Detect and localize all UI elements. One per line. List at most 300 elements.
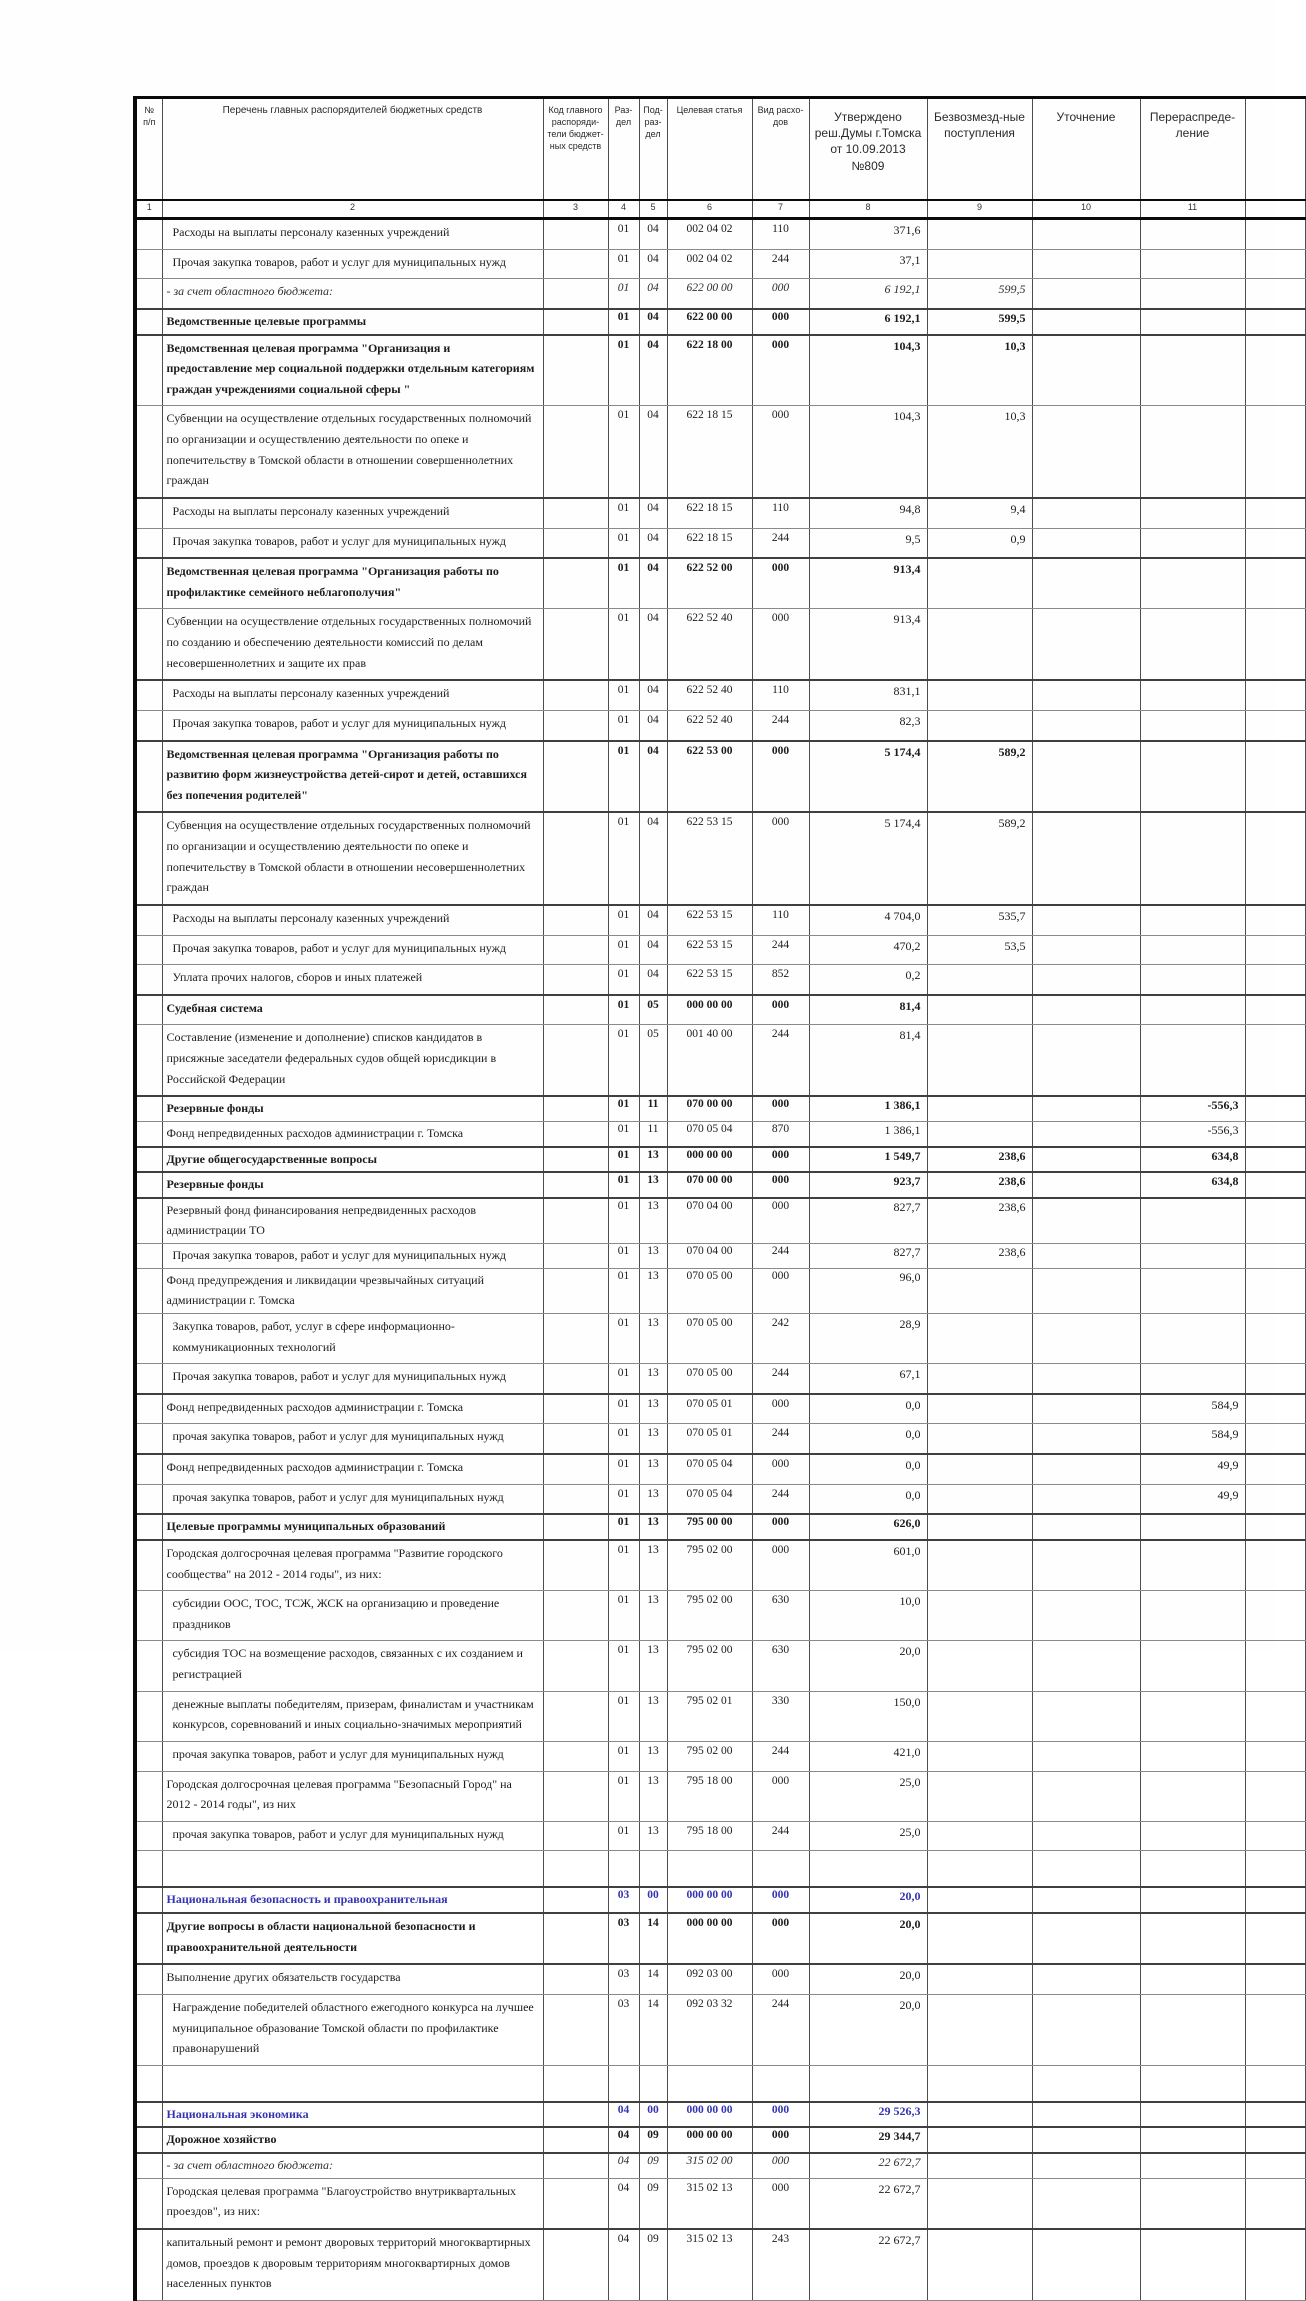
cell-podrazdel: 04 bbox=[639, 558, 667, 609]
cell-clarification bbox=[1032, 1994, 1140, 2065]
cell-celevaya-statya: 795 02 00 bbox=[667, 1741, 752, 1771]
cell-vid-rashodov: 852 bbox=[752, 965, 809, 995]
cell-gratuitous: 9,4 bbox=[927, 498, 1032, 528]
table-row bbox=[135, 905, 1305, 935]
cell-podrazdel: 04 bbox=[639, 812, 667, 905]
cell-gratuitous bbox=[927, 995, 1032, 1025]
cell-grbs-code bbox=[543, 1147, 608, 1173]
cell-row-number bbox=[135, 1771, 162, 1821]
cell-gratuitous bbox=[927, 1741, 1032, 1771]
cell-cutoff bbox=[1245, 279, 1305, 309]
cell-razdel: 04 bbox=[608, 2127, 639, 2153]
cell-clarification bbox=[1032, 1540, 1140, 1591]
cell-vid-rashodov: 000 bbox=[752, 1198, 809, 1244]
cell-celevaya-statya: 622 00 00 bbox=[667, 309, 752, 335]
cell-approved: 104,3 bbox=[809, 335, 927, 406]
cell-row-number bbox=[135, 2229, 162, 2300]
cell-cutoff bbox=[1245, 528, 1305, 558]
table-row bbox=[135, 406, 1305, 498]
cell-celevaya-statya: 001 40 00 bbox=[667, 1025, 752, 1096]
cell-podrazdel: 13 bbox=[639, 1591, 667, 1641]
cell-razdel: 01 bbox=[608, 1741, 639, 1771]
cell-podrazdel: 13 bbox=[639, 1454, 667, 1484]
cell-cutoff bbox=[1245, 1025, 1305, 1096]
cell-name: Фонд непредвиденных расходов администрации г. Томска bbox=[162, 1121, 543, 1146]
col-header-num: № п/п bbox=[135, 98, 162, 201]
cell-celevaya-statya: 000 00 00 bbox=[667, 1887, 752, 1913]
cell-name: субсидии ООС, ТОС, ТСЖ, ЖСК на организацию и проведение праздников bbox=[162, 1591, 543, 1641]
cell-name: прочая закупка товаров, работ и услуг для муниципальных нужд bbox=[162, 1484, 543, 1514]
cell-approved: 5 174,4 bbox=[809, 741, 927, 813]
cell-redistribution bbox=[1140, 935, 1245, 965]
cell-row-number bbox=[135, 1821, 162, 1851]
cell-vid-rashodov: 000 bbox=[752, 995, 809, 1025]
cell-approved: 22 672,7 bbox=[809, 2178, 927, 2229]
col-header-name: Перечень главных распорядителей бюджетных средств bbox=[162, 98, 543, 201]
cell-cutoff bbox=[1245, 335, 1305, 406]
cell-grbs-code bbox=[543, 1964, 608, 1994]
cell-redistribution bbox=[1140, 812, 1245, 905]
cell-redistribution bbox=[1140, 1964, 1245, 1994]
cell-cutoff bbox=[1245, 1121, 1305, 1146]
cell-vid-rashodov: 000 bbox=[752, 812, 809, 905]
table-row bbox=[135, 965, 1305, 995]
cell-name: Прочая закупка товаров, работ и услуг для муниципальных нужд bbox=[162, 935, 543, 965]
cell-vid-rashodov: 000 bbox=[752, 741, 809, 813]
cell-podrazdel: 13 bbox=[639, 1424, 667, 1454]
cell-podrazdel bbox=[639, 1851, 667, 1888]
cell-gratuitous bbox=[927, 965, 1032, 995]
cell-approved: 4 704,0 bbox=[809, 905, 927, 935]
cell-grbs-code bbox=[543, 1821, 608, 1851]
cell-cutoff bbox=[1245, 1691, 1305, 1741]
cell-razdel bbox=[608, 1851, 639, 1888]
cell-gratuitous bbox=[927, 1771, 1032, 1821]
cell-name: Расходы на выплаты персоналу казенных учреждений bbox=[162, 680, 543, 710]
cell-cutoff bbox=[1245, 1964, 1305, 1994]
cell-gratuitous: 238,6 bbox=[927, 1244, 1032, 1269]
cell-razdel: 03 bbox=[608, 1913, 639, 1964]
table-row bbox=[135, 1424, 1305, 1454]
cell-grbs-code bbox=[543, 558, 608, 609]
cell-podrazdel: 04 bbox=[639, 335, 667, 406]
cell-celevaya-statya bbox=[667, 2065, 752, 2102]
cell-name: Другие вопросы в области национальной безопасности и правоохранительной деятельности bbox=[162, 1913, 543, 1964]
cell-vid-rashodov: 000 bbox=[752, 2127, 809, 2153]
cell-razdel: 04 bbox=[608, 2178, 639, 2229]
cell-grbs-code bbox=[543, 1025, 608, 1096]
cell-approved: 25,0 bbox=[809, 1771, 927, 1821]
cell-approved: 6 192,1 bbox=[809, 309, 927, 335]
cell-clarification bbox=[1032, 2153, 1140, 2178]
cell-vid-rashodov: 244 bbox=[752, 249, 809, 279]
cell-celevaya-statya: 622 53 15 bbox=[667, 935, 752, 965]
cell-podrazdel: 13 bbox=[639, 1364, 667, 1394]
cell-row-number bbox=[135, 741, 162, 813]
cell-row-number bbox=[135, 1641, 162, 1691]
cell-grbs-code bbox=[543, 2178, 608, 2229]
cell-grbs-code bbox=[543, 1121, 608, 1146]
cell-razdel: 03 bbox=[608, 1994, 639, 2065]
cell-vid-rashodov: 244 bbox=[752, 1741, 809, 1771]
cell-gratuitous: 0,9 bbox=[927, 528, 1032, 558]
col-header-gratuitous: Безвозмезд-ные поступления bbox=[927, 98, 1032, 201]
cell-celevaya-statya: 795 18 00 bbox=[667, 1771, 752, 1821]
cell-razdel: 01 bbox=[608, 1641, 639, 1691]
cell-vid-rashodov: 000 bbox=[752, 1172, 809, 1198]
cell-grbs-code bbox=[543, 1454, 608, 1484]
cell-gratuitous bbox=[927, 1268, 1032, 1313]
cell-cutoff bbox=[1245, 905, 1305, 935]
cell-vid-rashodov: 000 bbox=[752, 1454, 809, 1484]
table-row bbox=[135, 741, 1305, 813]
cell-cutoff bbox=[1245, 995, 1305, 1025]
cell-row-number bbox=[135, 498, 162, 528]
cell-podrazdel: 13 bbox=[639, 1198, 667, 1244]
budget-table bbox=[133, 96, 1306, 2301]
col-header-approved: Утверждено реш.Думы г.Томска от 10.09.2013 №809 bbox=[809, 98, 927, 201]
cell-grbs-code bbox=[543, 1172, 608, 1198]
cell-grbs-code bbox=[543, 2153, 608, 2178]
cell-name: Прочая закупка товаров, работ и услуг для муниципальных нужд bbox=[162, 710, 543, 740]
cell-name: Ведомственная целевая программа "Организация работы по развитию форм жизнеустройства детей-сирот и детей, оставшихся без попечения родителей" bbox=[162, 741, 543, 813]
cell-podrazdel: 04 bbox=[639, 249, 667, 279]
table-row bbox=[135, 1268, 1305, 1313]
cell-razdel: 01 bbox=[608, 1484, 639, 1514]
cell-gratuitous bbox=[927, 1454, 1032, 1484]
cell-redistribution bbox=[1140, 558, 1245, 609]
cell-redistribution: 584,9 bbox=[1140, 1424, 1245, 1454]
cell-clarification bbox=[1032, 309, 1140, 335]
table-row bbox=[135, 2178, 1305, 2229]
cell-gratuitous: 10,3 bbox=[927, 406, 1032, 498]
cell-cutoff bbox=[1245, 1394, 1305, 1424]
cell-clarification bbox=[1032, 1454, 1140, 1484]
cell-clarification bbox=[1032, 1641, 1140, 1691]
cell-podrazdel: 14 bbox=[639, 1964, 667, 1994]
cell-razdel: 01 bbox=[608, 1424, 639, 1454]
table-row bbox=[135, 335, 1305, 406]
cell-celevaya-statya: 000 00 00 bbox=[667, 1147, 752, 1173]
cell-row-number bbox=[135, 2178, 162, 2229]
table-row bbox=[135, 1313, 1305, 1363]
cell-cutoff bbox=[1245, 680, 1305, 710]
cell-vid-rashodov bbox=[752, 1851, 809, 1888]
cell-podrazdel bbox=[639, 2065, 667, 2102]
cell-razdel: 01 bbox=[608, 1147, 639, 1173]
table-row bbox=[135, 219, 1305, 250]
cell-vid-rashodov: 243 bbox=[752, 2229, 809, 2300]
cell-name: Фонд предупреждения и ликвидации чрезвычайных ситуаций администрации г. Томска bbox=[162, 1268, 543, 1313]
cell-celevaya-statya: 070 05 00 bbox=[667, 1364, 752, 1394]
cell-vid-rashodov: 870 bbox=[752, 1121, 809, 1146]
cell-name: Составление (изменение и дополнение) списков кандидатов в присяжные заседатели федеральных судов общей юрисдикции в Российской Федерации bbox=[162, 1025, 543, 1096]
cell-approved: 20,0 bbox=[809, 1887, 927, 1913]
cell-redistribution bbox=[1140, 1244, 1245, 1269]
cell-gratuitous bbox=[927, 1994, 1032, 2065]
cell-name: Закупка товаров, работ, услуг в сфере информационно-коммуникационных технологий bbox=[162, 1313, 543, 1363]
cell-row-number bbox=[135, 609, 162, 680]
cell-row-number bbox=[135, 680, 162, 710]
cell-clarification bbox=[1032, 1394, 1140, 1424]
cell-razdel: 01 bbox=[608, 741, 639, 813]
cell-redistribution: 49,9 bbox=[1140, 1484, 1245, 1514]
cell-row-number bbox=[135, 1741, 162, 1771]
cell-redistribution bbox=[1140, 2153, 1245, 2178]
cell-razdel: 01 bbox=[608, 1313, 639, 1363]
table-row bbox=[135, 249, 1305, 279]
cell-redistribution bbox=[1140, 1025, 1245, 1096]
table-row bbox=[135, 1887, 1305, 1913]
cell-row-number bbox=[135, 1540, 162, 1591]
cell-razdel: 01 bbox=[608, 1025, 639, 1096]
cell-approved: 81,4 bbox=[809, 995, 927, 1025]
cell-redistribution bbox=[1140, 309, 1245, 335]
cell-approved: 20,0 bbox=[809, 1994, 927, 2065]
cell-redistribution bbox=[1140, 1771, 1245, 1821]
table-row bbox=[135, 1096, 1305, 1121]
cell-razdel: 01 bbox=[608, 309, 639, 335]
cell-clarification bbox=[1032, 1484, 1140, 1514]
cell-redistribution bbox=[1140, 741, 1245, 813]
cell-grbs-code bbox=[543, 1198, 608, 1244]
cell-gratuitous bbox=[927, 219, 1032, 250]
cell-vid-rashodov: 244 bbox=[752, 1821, 809, 1851]
cell-name: Субвенции на осуществление отдельных государственных полномочий по созданию и обеспечению деятельности комиссий по делам несовершеннолетних и защите их прав bbox=[162, 609, 543, 680]
cell-podrazdel: 05 bbox=[639, 1025, 667, 1096]
cell-gratuitous bbox=[927, 1887, 1032, 1913]
cell-row-number bbox=[135, 935, 162, 965]
cell-cutoff bbox=[1245, 710, 1305, 740]
cell-cutoff bbox=[1245, 249, 1305, 279]
cell-podrazdel: 13 bbox=[639, 1147, 667, 1173]
cell-approved: 37,1 bbox=[809, 249, 927, 279]
table-row bbox=[135, 680, 1305, 710]
cell-name: Национальная безопасность и правоохранительная bbox=[162, 1887, 543, 1913]
cell-cutoff bbox=[1245, 1821, 1305, 1851]
cell-razdel: 01 bbox=[608, 1821, 639, 1851]
cell-redistribution bbox=[1140, 1514, 1245, 1540]
cell-vid-rashodov: 244 bbox=[752, 1364, 809, 1394]
cell-approved: 104,3 bbox=[809, 406, 927, 498]
cell-cutoff bbox=[1245, 2229, 1305, 2300]
cell-approved: 82,3 bbox=[809, 710, 927, 740]
cell-name: Резервные фонды bbox=[162, 1096, 543, 1121]
cell-approved: 371,6 bbox=[809, 219, 927, 250]
cell-podrazdel: 04 bbox=[639, 965, 667, 995]
cell-celevaya-statya: 795 02 00 bbox=[667, 1540, 752, 1591]
cell-approved: 22 672,7 bbox=[809, 2153, 927, 2178]
cell-cutoff bbox=[1245, 1741, 1305, 1771]
cell-grbs-code bbox=[543, 219, 608, 250]
cell-cutoff bbox=[1245, 1591, 1305, 1641]
cell-row-number bbox=[135, 406, 162, 498]
cell-clarification bbox=[1032, 1771, 1140, 1821]
cell-row-number bbox=[135, 1994, 162, 2065]
cell-grbs-code bbox=[543, 935, 608, 965]
col-header-podrazdel: Под-раз-дел bbox=[639, 98, 667, 201]
cell-razdel: 01 bbox=[608, 406, 639, 498]
cell-gratuitous bbox=[927, 2065, 1032, 2102]
cell-redistribution bbox=[1140, 2065, 1245, 2102]
table-row bbox=[135, 1394, 1305, 1424]
cell-cutoff bbox=[1245, 1887, 1305, 1913]
cell-vid-rashodov bbox=[752, 2065, 809, 2102]
cell-redistribution bbox=[1140, 1591, 1245, 1641]
cell-vid-rashodov: 000 bbox=[752, 1514, 809, 1540]
table-row bbox=[135, 1741, 1305, 1771]
cell-razdel: 01 bbox=[608, 1268, 639, 1313]
cell-clarification bbox=[1032, 965, 1140, 995]
table-row bbox=[135, 558, 1305, 609]
cell-cutoff bbox=[1245, 2102, 1305, 2128]
cell-cutoff bbox=[1245, 1198, 1305, 1244]
cell-razdel: 01 bbox=[608, 1691, 639, 1741]
cell-redistribution: 634,8 bbox=[1140, 1172, 1245, 1198]
cell-row-number bbox=[135, 1394, 162, 1424]
cell-podrazdel: 00 bbox=[639, 1887, 667, 1913]
cell-podrazdel: 13 bbox=[639, 1514, 667, 1540]
cell-row-number bbox=[135, 1364, 162, 1394]
cell-cutoff bbox=[1245, 1484, 1305, 1514]
cell-cutoff bbox=[1245, 1994, 1305, 2065]
cell-name: капитальный ремонт и ремонт дворовых территорий многоквартирных домов, проездов к дворовым территориям многоквартирных домов населенных пунктов bbox=[162, 2229, 543, 2300]
cell-grbs-code bbox=[543, 1540, 608, 1591]
cell-grbs-code bbox=[543, 406, 608, 498]
table-row bbox=[135, 1540, 1305, 1591]
cell-podrazdel: 04 bbox=[639, 710, 667, 740]
cell-grbs-code bbox=[543, 1313, 608, 1363]
cell-gratuitous bbox=[927, 1691, 1032, 1741]
cell-clarification bbox=[1032, 1364, 1140, 1394]
cell-redistribution bbox=[1140, 1364, 1245, 1394]
cell-row-number bbox=[135, 1691, 162, 1741]
cell-name: прочая закупка товаров, работ и услуг для муниципальных нужд bbox=[162, 1741, 543, 1771]
cell-gratuitous bbox=[927, 2102, 1032, 2128]
cell-approved: 1 386,1 bbox=[809, 1096, 927, 1121]
col-header-clarification: Уточнение bbox=[1032, 98, 1140, 201]
cell-name: субсидия ТОС на возмещение расходов, связанных с их созданием и регистрацией bbox=[162, 1641, 543, 1691]
cell-razdel: 01 bbox=[608, 995, 639, 1025]
cell-vid-rashodov: 000 bbox=[752, 2153, 809, 2178]
cell-grbs-code bbox=[543, 309, 608, 335]
cell-podrazdel: 09 bbox=[639, 2178, 667, 2229]
cell-gratuitous bbox=[927, 2127, 1032, 2153]
col-header-redistribution: Перераспреде-ление bbox=[1140, 98, 1245, 201]
table-row bbox=[135, 1198, 1305, 1244]
cell-clarification bbox=[1032, 995, 1140, 1025]
cell-razdel: 01 bbox=[608, 1454, 639, 1484]
cell-gratuitous bbox=[927, 609, 1032, 680]
cell-clarification bbox=[1032, 1913, 1140, 1964]
cell-vid-rashodov: 630 bbox=[752, 1641, 809, 1691]
cell-vid-rashodov: 110 bbox=[752, 905, 809, 935]
cell-razdel: 01 bbox=[608, 335, 639, 406]
col-index: 5 bbox=[639, 200, 667, 219]
cell-cutoff bbox=[1245, 558, 1305, 609]
cell-redistribution bbox=[1140, 1540, 1245, 1591]
cell-podrazdel: 04 bbox=[639, 609, 667, 680]
cell-approved: 913,4 bbox=[809, 609, 927, 680]
cell-approved: 0,0 bbox=[809, 1394, 927, 1424]
cell-celevaya-statya: 795 18 00 bbox=[667, 1821, 752, 1851]
cell-clarification bbox=[1032, 1268, 1140, 1313]
cell-clarification bbox=[1032, 1147, 1140, 1173]
table-row bbox=[135, 2102, 1305, 2128]
cell-razdel: 04 bbox=[608, 2153, 639, 2178]
cell-redistribution bbox=[1140, 406, 1245, 498]
cell-name: Субвенция на осуществление отдельных государственных полномочий по организации и осуществлению деятельности по опеке и попечительству в Томской области в отношении несовершеннолетних граждан bbox=[162, 812, 543, 905]
cell-podrazdel: 13 bbox=[639, 1741, 667, 1771]
cell-grbs-code bbox=[543, 279, 608, 309]
cell-clarification bbox=[1032, 219, 1140, 250]
cell-approved: 20,0 bbox=[809, 1964, 927, 1994]
cell-podrazdel: 13 bbox=[639, 1821, 667, 1851]
cell-redistribution bbox=[1140, 335, 1245, 406]
table-row bbox=[135, 1025, 1305, 1096]
cell-razdel: 04 bbox=[608, 2229, 639, 2300]
cell-razdel: 01 bbox=[608, 935, 639, 965]
cell-approved: 923,7 bbox=[809, 1172, 927, 1198]
cell-razdel: 01 bbox=[608, 279, 639, 309]
cell-celevaya-statya: 622 18 15 bbox=[667, 528, 752, 558]
cell-razdel: 01 bbox=[608, 1172, 639, 1198]
cell-celevaya-statya: 000 00 00 bbox=[667, 995, 752, 1025]
cell-vid-rashodov: 000 bbox=[752, 609, 809, 680]
cell-row-number bbox=[135, 1514, 162, 1540]
cell-grbs-code bbox=[543, 1591, 608, 1641]
cell-approved bbox=[809, 2065, 927, 2102]
cell-clarification bbox=[1032, 2178, 1140, 2229]
table-row bbox=[135, 2127, 1305, 2153]
table-row bbox=[135, 1454, 1305, 1484]
cell-clarification bbox=[1032, 741, 1140, 813]
col-header-grbs-code: Код главного распоряди-тели бюджет-ных средств bbox=[543, 98, 608, 201]
cell-razdel: 01 bbox=[608, 1394, 639, 1424]
cell-celevaya-statya: 070 05 04 bbox=[667, 1454, 752, 1484]
cell-grbs-code bbox=[543, 528, 608, 558]
table-row bbox=[135, 1821, 1305, 1851]
cell-vid-rashodov: 244 bbox=[752, 710, 809, 740]
cell-cutoff bbox=[1245, 609, 1305, 680]
cell-celevaya-statya: 092 03 32 bbox=[667, 1994, 752, 2065]
cell-redistribution bbox=[1140, 680, 1245, 710]
cell-celevaya-statya: 622 00 00 bbox=[667, 279, 752, 309]
cell-vid-rashodov: 110 bbox=[752, 680, 809, 710]
cell-gratuitous: 535,7 bbox=[927, 905, 1032, 935]
cell-celevaya-statya: 315 02 13 bbox=[667, 2229, 752, 2300]
cell-vid-rashodov: 000 bbox=[752, 279, 809, 309]
cell-cutoff bbox=[1245, 2065, 1305, 2102]
cell-razdel: 01 bbox=[608, 1514, 639, 1540]
cell-podrazdel: 13 bbox=[639, 1394, 667, 1424]
cell-name bbox=[162, 1851, 543, 1888]
cell-gratuitous bbox=[927, 1025, 1032, 1096]
cell-razdel: 01 bbox=[608, 1121, 639, 1146]
cell-redistribution bbox=[1140, 1268, 1245, 1313]
cell-clarification bbox=[1032, 1424, 1140, 1454]
cell-redistribution bbox=[1140, 528, 1245, 558]
cell-clarification bbox=[1032, 2102, 1140, 2128]
cell-gratuitous bbox=[927, 1964, 1032, 1994]
cell-vid-rashodov: 630 bbox=[752, 1591, 809, 1641]
col-header-vid-rashodov: Вид расхо-дов bbox=[752, 98, 809, 201]
cell-grbs-code bbox=[543, 249, 608, 279]
cell-redistribution bbox=[1140, 1994, 1245, 2065]
cell-clarification bbox=[1032, 1025, 1140, 1096]
cell-approved: 150,0 bbox=[809, 1691, 927, 1741]
cell-row-number bbox=[135, 2153, 162, 2178]
